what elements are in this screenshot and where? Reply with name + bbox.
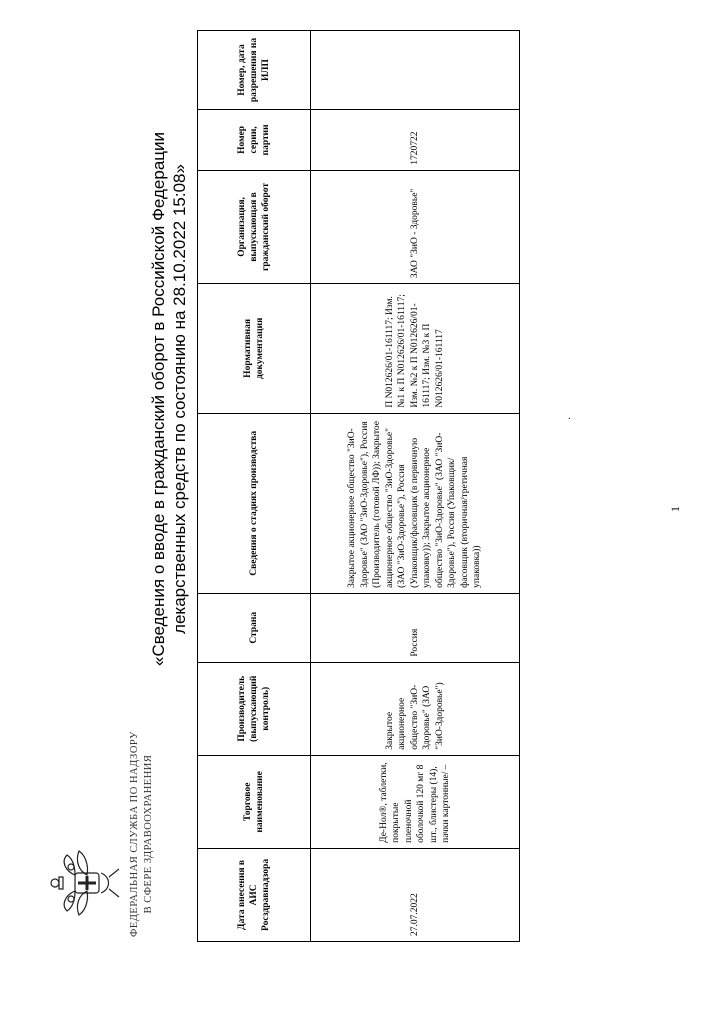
cell-trade-name: Де-Нол®, таблетки, покрытые пленочной оболочкой 120 мг 8 шт., блистеры (14), пачки картонные/ – xyxy=(311,755,520,848)
page-number: 1 xyxy=(668,506,682,512)
column-header: Номер серии, партии xyxy=(198,110,311,171)
column-header: Производитель (выпускающий контроль) xyxy=(198,662,311,755)
double-headed-eagle-emblem-icon xyxy=(45,847,123,919)
column-header: Торговое наименование xyxy=(198,755,311,848)
cell-country: Россия xyxy=(311,593,520,662)
column-header: Сведения о стадиях производства xyxy=(198,413,311,593)
cell-organization: ЗАО "ЗиО - Здоровье" xyxy=(311,170,520,283)
registry-table xyxy=(197,30,520,942)
column-header: Организация, выпускающая в гражданский оборот xyxy=(198,170,311,283)
cell-series-number: 1720722 xyxy=(311,110,520,171)
title-line-2: лекарственных средств по состоянию на 28.10.2022 15:08» xyxy=(170,164,189,634)
stray-mark: · xyxy=(565,416,576,420)
document-title xyxy=(148,59,190,739)
column-header: Нормативная документация xyxy=(198,284,311,414)
agency-line-2: В СФЕРЕ ЗДРАВООХРАНЕНИЯ xyxy=(143,754,154,914)
column-header: Дата внесения в АИС Росздравнадзора xyxy=(198,848,311,941)
cell-permit xyxy=(311,31,520,110)
agency-name xyxy=(128,704,156,964)
table-row xyxy=(311,31,520,942)
cell-manufacturer: Закрытое акционерное общество "ЗиО-Здоровье" (ЗАО "ЗиО-Здоровье") xyxy=(311,662,520,755)
column-header: Страна xyxy=(198,593,311,662)
cell-normative-documentation: П N012626/01-161117; Изм. №1 к П N012626/01-161117; Изм. №2 к П N012626/01-161117; Изм. №3 к П N012626/01-161117 xyxy=(311,284,520,414)
title-line-1: «Сведения о вводе в гражданский оборот в Российской Федерации xyxy=(149,131,168,667)
cell-production-stages: Закрытое акционерное общество "ЗиО-Здоровье" (ЗАО "ЗиО-Здоровье"), Россия (Производитель (готовой ЛФ)); Закрытое акционерное общество "ЗиО-Здоровье" (ЗАО "ЗиО-Здоровье"), Россия (Упаковщик/фасовщик (в первичную упаковку)); Закрытое акционерное общество "ЗиО-Здоровье" (ЗАО "ЗиО-Здоровье"), Россия (Упаковщик/фасовщик (вторичная/третичная упаковка)) xyxy=(311,413,520,593)
cell-date: 27.07.2022 xyxy=(311,848,520,941)
column-header: Номер, дата разрешения на ИЛП xyxy=(198,31,311,110)
agency-line-1: ФЕДЕРАЛЬНАЯ СЛУЖБА ПО НАДЗОРУ xyxy=(129,731,140,937)
table-header-row xyxy=(198,31,311,942)
